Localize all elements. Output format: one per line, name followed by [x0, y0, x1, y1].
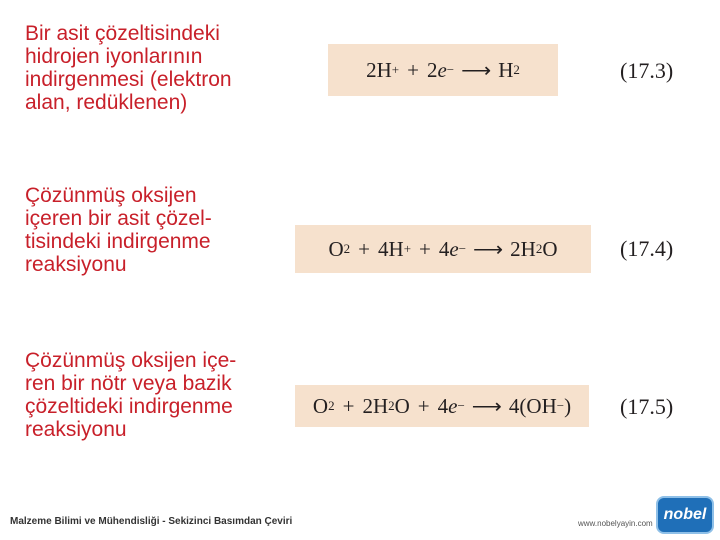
- equation-box-17-4: O 2 + 4H + + 4 e − ⟶ 2H 2 O: [295, 225, 591, 273]
- equation-box-17-5: O 2 + 2H 2 O + 4 e − ⟶ 4(OH − ): [295, 385, 589, 427]
- logo-text: nobel: [663, 506, 707, 523]
- book-title-footer: Malzeme Bilimi ve Mühendisliği - Sekizinci Basımdan Çeviri: [10, 516, 293, 527]
- equation-number-17-3: (17.3): [620, 58, 674, 83]
- reaction-arrow: ⟶: [471, 393, 502, 418]
- reaction-description-1: Bir asit çözeltisindeki hidrojen iyonlarının indirgenmesi (elektron alan, redüklenen): [25, 22, 232, 114]
- equation-number-17-5: (17.5): [620, 394, 674, 419]
- equation-number-17-4: (17.4): [620, 236, 674, 261]
- publisher-logo: [656, 496, 714, 534]
- reaction-arrow: ⟶: [473, 236, 504, 261]
- equation-box-17-3: 2H + + 2 e − ⟶ H 2: [328, 44, 558, 96]
- reaction-arrow: ⟶: [461, 57, 492, 82]
- reaction-description-2: Çözünmüş oksijen içeren bir asit çözel- tisindeki indirgenme reaksiyonu: [25, 184, 212, 276]
- publisher-url[interactable]: www.nobelyayin.com: [578, 519, 653, 528]
- reaction-description-3: Çözünmüş oksijen içe- ren bir nötr veya bazik çözeltideki indirgenme reaksiyonu: [25, 349, 237, 441]
